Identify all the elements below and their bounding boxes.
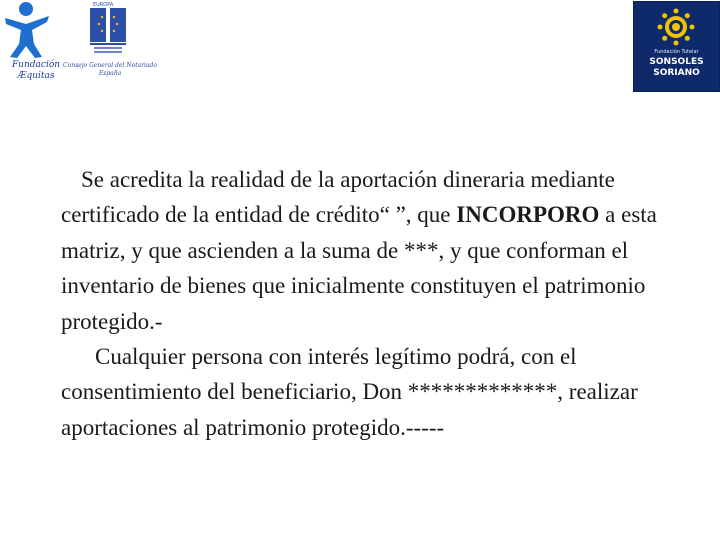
sonsoles-name: SONSOLES SORIANO [649, 57, 704, 78]
document-body [61, 162, 661, 445]
incorporo-bold: INCORPORO [456, 202, 600, 228]
sun-emblem-icon [634, 2, 719, 48]
aequitas-caption: Fundación Æquitas [11, 60, 61, 81]
sonsoles-soriano-logo [633, 1, 720, 92]
paragraph1-tail: a esta matriz, y que ascienden a la suma de ***, y que conforman el inventario de bienes que inicialmente constituyen el patrimonio protegido.- [61, 202, 657, 334]
svg-text:EUROPA: EUROPA [93, 2, 114, 8]
notariado-emblem-icon [62, 0, 158, 62]
paragraph-cualquier-persona: Cualquier persona con interés legítimo podrá, con el consentimiento del beneficiario, Don *************, realizar aportaciones al patrimonio protegido.----- [61, 344, 638, 440]
paragraph-aportacion [61, 162, 661, 339]
consejo-notariado-logo [62, 0, 158, 88]
paragraph1-lead: Se acredita la realidad de la aportación dineraria mediante certificado de la entidad de crédito“ ”, que [61, 167, 615, 228]
fundacion-aequitas-logo [2, 0, 64, 88]
consejo-caption: Consejo General del Notariado España [63, 62, 157, 77]
aequitas-figure-icon [2, 0, 64, 60]
sonsoles-pre-label: Fundación Tutelar [654, 49, 699, 55]
